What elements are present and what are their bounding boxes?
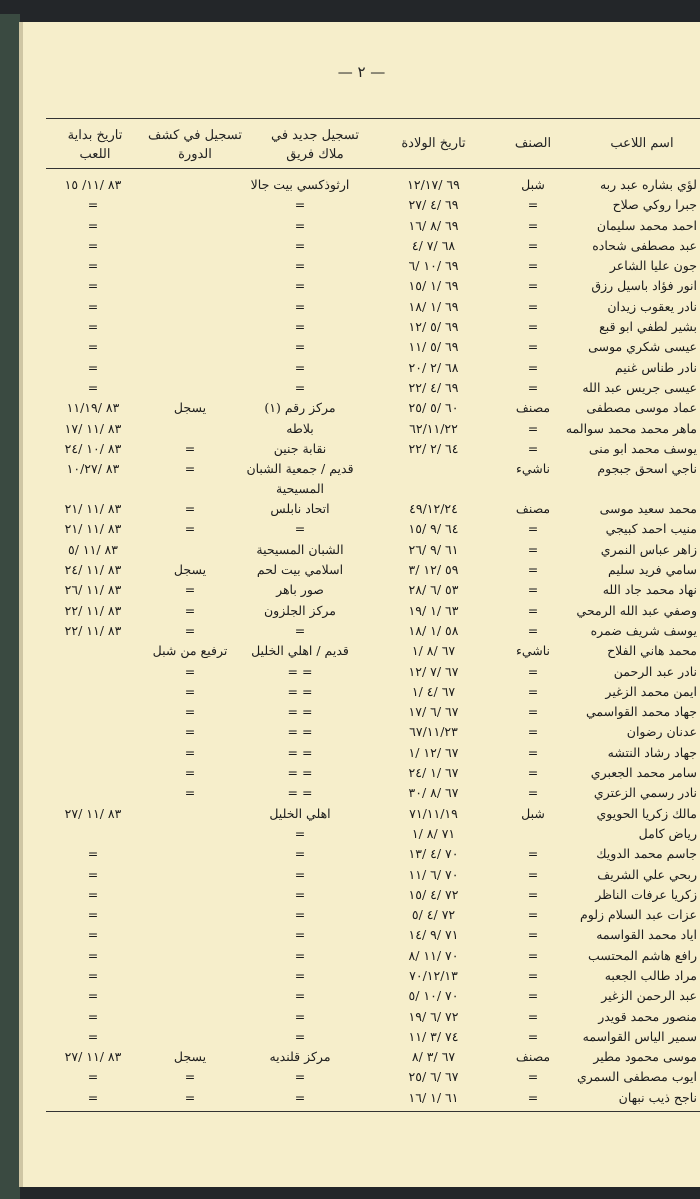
player-class: = bbox=[527, 359, 539, 375]
scout-registration: = bbox=[184, 1069, 196, 1085]
start-date: = bbox=[87, 1008, 99, 1024]
player-class: مصنف bbox=[515, 501, 551, 517]
player-name: احمد محمد سليمان bbox=[596, 217, 697, 233]
table-row bbox=[46, 317, 700, 337]
birth-date: ٦١ /٩ /٢٦ bbox=[408, 541, 459, 557]
new-registration: = bbox=[294, 927, 306, 943]
player-name: وصفي عبد الله الرمحي bbox=[576, 602, 697, 618]
new-registration: ارثوذكسي بيت جالا bbox=[250, 177, 350, 192]
table-row bbox=[46, 358, 700, 378]
start-date: = bbox=[87, 846, 99, 862]
table-row bbox=[46, 885, 700, 905]
table-row bbox=[46, 865, 700, 885]
birth-date: ٥٨ /١ /١٨ bbox=[408, 622, 459, 638]
table-row bbox=[46, 459, 700, 499]
birth-date: ٥٩ /١٢ /٣ bbox=[408, 562, 459, 578]
player-name: جاسم محمد الدويك bbox=[596, 846, 697, 862]
start-date: = bbox=[87, 947, 99, 963]
birth-date: ٦٤ /٢ /٢٢ bbox=[408, 440, 459, 456]
player-class: = bbox=[527, 846, 539, 862]
player-name: عيسى جريس عبد الله bbox=[582, 379, 697, 395]
start-date: = bbox=[87, 237, 99, 253]
start-date: = bbox=[87, 1069, 99, 1085]
player-class: = bbox=[527, 886, 539, 902]
table-row bbox=[46, 844, 700, 864]
player-name: مالك زكريا الحويوي bbox=[596, 805, 697, 821]
player-class: = bbox=[527, 379, 539, 395]
start-date: ٨٣ /١١ /٢٢ bbox=[64, 602, 122, 618]
new-registration: صور باهر bbox=[276, 582, 324, 598]
new-registration: = bbox=[294, 907, 306, 923]
new-registration: = bbox=[294, 339, 306, 355]
start-date: = bbox=[87, 1089, 99, 1105]
start-date: = bbox=[87, 988, 99, 1004]
birth-date: ٧٠ /٦ /١١ bbox=[408, 866, 459, 882]
table-row bbox=[46, 398, 700, 418]
new-registration: = bbox=[294, 886, 306, 902]
player-name: ربحي علي الشريف bbox=[597, 866, 697, 882]
birth-date: ٦٧ /٦ /١٧ bbox=[408, 704, 459, 720]
birth-date: ٧٠ /١١ /٨ bbox=[408, 947, 459, 963]
birth-date: ٦٩ /٥ /١٢ bbox=[408, 319, 459, 335]
player-class: = bbox=[527, 947, 539, 963]
start-date: = bbox=[87, 886, 99, 902]
start-date: ٨٣ /١٠/٢٧ bbox=[66, 461, 120, 477]
new-registration: مركز رقم (١) bbox=[264, 400, 336, 416]
player-class: = bbox=[527, 298, 539, 314]
start-date: = bbox=[87, 379, 99, 395]
player-class: = bbox=[527, 1069, 539, 1085]
table-row bbox=[46, 540, 700, 560]
table-row bbox=[46, 580, 700, 600]
table-row bbox=[46, 783, 700, 803]
new-registration: = bbox=[294, 1069, 306, 1085]
player-class: = bbox=[527, 217, 539, 233]
birth-date: ٧١ /٩ /١٤ bbox=[408, 927, 459, 943]
scout-registration: = bbox=[184, 765, 196, 781]
table-row bbox=[46, 439, 700, 459]
birth-date: ٦١ /١ /١٦ bbox=[408, 1089, 459, 1105]
birth-date: ٦٧ /٣ /٨ bbox=[411, 1049, 456, 1065]
start-date: ٨٣ /١١ /٢١ bbox=[64, 521, 122, 537]
start-date: = bbox=[87, 866, 99, 882]
birth-date: ٥٣ /٦ /٢٨ bbox=[408, 582, 459, 598]
book-spine bbox=[0, 14, 20, 1199]
table-row bbox=[46, 1088, 700, 1108]
scout-registration: يسجل bbox=[173, 400, 207, 416]
new-registration: = bbox=[294, 319, 306, 335]
document-page bbox=[23, 22, 700, 1187]
new-registration: = bbox=[294, 988, 306, 1004]
player-name: ايوب مصطفى السمري bbox=[577, 1069, 697, 1085]
birth-date: ٦٠ /٥ /٢٥ bbox=[408, 400, 459, 416]
birth-date: ٦٧ /٦ /٢٥ bbox=[408, 1069, 459, 1085]
player-class: = bbox=[527, 907, 539, 923]
header-class: الصنف bbox=[514, 136, 552, 151]
birth-date: ٦٢/١١/٢٢ bbox=[409, 420, 458, 436]
player-class: = bbox=[527, 927, 539, 943]
birth-date: ٦٩ /٤ /٢٧ bbox=[408, 197, 459, 213]
table-row bbox=[46, 519, 700, 539]
start-date: = bbox=[87, 258, 99, 274]
new-registration: = = bbox=[287, 765, 313, 781]
new-registration: = = bbox=[287, 704, 313, 720]
player-class: = bbox=[527, 967, 539, 983]
player-class: = bbox=[527, 744, 539, 760]
birth-date: ٧٠/١٢/١٣ bbox=[409, 967, 458, 983]
player-name: ناجي اسحق جبجوم bbox=[597, 461, 697, 477]
player-name: عزات عبد السلام زلوم bbox=[580, 907, 697, 923]
table-row bbox=[46, 1067, 700, 1087]
birth-date: ٦٧ /٤ /١ bbox=[411, 683, 456, 699]
player-name: مراد طالب الجعبه bbox=[604, 967, 697, 983]
table-row bbox=[46, 560, 700, 580]
new-registration: = bbox=[294, 521, 306, 537]
page-number: — ٢ — bbox=[337, 63, 386, 81]
scout-registration: = bbox=[184, 622, 196, 638]
scout-registration: = bbox=[184, 501, 196, 517]
new-registration: = bbox=[294, 237, 306, 253]
table-row bbox=[46, 216, 700, 236]
table-row bbox=[46, 662, 700, 682]
table-row bbox=[46, 297, 700, 317]
table-row bbox=[46, 195, 700, 215]
player-class: = bbox=[527, 562, 539, 578]
player-name: نهاد محمد جاد الله bbox=[602, 582, 697, 598]
birth-date: ٦٨ /٧ /٤ bbox=[411, 237, 456, 253]
birth-date: ٧١/١١/١٩ bbox=[409, 805, 458, 821]
player-class: = bbox=[527, 765, 539, 781]
new-registration: = = bbox=[287, 744, 313, 760]
player-class: = bbox=[527, 785, 539, 801]
new-registration: = = bbox=[287, 663, 313, 679]
new-registration: = bbox=[294, 1028, 306, 1044]
player-class: شبل bbox=[521, 805, 545, 821]
start-date: ٨٣ /١١/١٩ bbox=[66, 400, 120, 416]
scout-registration: = bbox=[184, 440, 196, 456]
new-registration: = bbox=[294, 379, 306, 395]
start-date: ٨٣ /١١ /٢٢ bbox=[64, 622, 122, 638]
birth-date: ٦٨ /٢ /٢٠ bbox=[408, 359, 459, 375]
birth-date: ٦٧ /٨ /٣٠ bbox=[408, 785, 459, 801]
player-class: ناشيء bbox=[515, 461, 551, 477]
scout-registration: = bbox=[184, 1089, 196, 1105]
player-name: سامر محمد الجعبري bbox=[590, 765, 697, 781]
birth-date: ٦٤ /٩ /١٥ bbox=[408, 521, 459, 537]
player-name: انور فؤاد باسيل رزق bbox=[591, 278, 697, 294]
player-name: منيب احمد كبيجي bbox=[605, 521, 697, 537]
header-top-rule bbox=[46, 118, 700, 119]
new-registration: الشبان المسيحية bbox=[256, 541, 344, 557]
table-row bbox=[46, 702, 700, 722]
new-registration: اتحاد نابلس bbox=[270, 501, 330, 517]
start-date: ٨٣ /١١ /٢٧ bbox=[64, 805, 122, 821]
scout-registration: = bbox=[184, 521, 196, 537]
table-row bbox=[46, 175, 700, 195]
start-date: ٨٣ /١١ /٢٧ bbox=[64, 1049, 122, 1065]
start-date: ٨٣ /١١ /١٧ bbox=[64, 420, 122, 436]
table-row bbox=[46, 682, 700, 702]
start-date: = bbox=[87, 927, 99, 943]
table-row bbox=[46, 337, 700, 357]
player-name: لؤي بشاره عبد ربه bbox=[599, 177, 697, 192]
player-name: ماهر محمد محمد سوالمه bbox=[565, 420, 697, 436]
birth-date: ٦٩ /١٢/١٧ bbox=[407, 177, 460, 192]
new-registration: = bbox=[294, 197, 306, 213]
player-name: ناجح ذيب نبهان bbox=[618, 1089, 697, 1105]
new-registration: = bbox=[294, 1008, 306, 1024]
start-date: ٨٣ /١١ /٢٤ bbox=[64, 562, 122, 578]
new-registration: = bbox=[294, 866, 306, 882]
birth-date: ٦٩ /٥ /١١ bbox=[408, 339, 459, 355]
new-registration: = bbox=[294, 1089, 306, 1105]
player-class: = bbox=[527, 440, 539, 456]
birth-date: ٦٩ /٨ /١٦ bbox=[408, 217, 459, 233]
table-row bbox=[46, 925, 700, 945]
table-header bbox=[46, 126, 700, 166]
player-class: = bbox=[527, 278, 539, 294]
new-registration: = bbox=[294, 947, 306, 963]
player-name: رياض كامل bbox=[638, 825, 697, 841]
table-row bbox=[46, 499, 700, 519]
players-table bbox=[46, 175, 700, 1108]
start-date: ٨٣ /١٠ /٢٤ bbox=[64, 440, 122, 456]
scout-registration: = bbox=[184, 724, 196, 740]
table-row bbox=[46, 601, 700, 621]
player-class: = bbox=[527, 521, 539, 537]
birth-date: ٧٠ /٤ /١٣ bbox=[408, 846, 459, 862]
birth-date: ٦٩ /١ /١٥ bbox=[408, 278, 459, 294]
scout-registration: = bbox=[184, 785, 196, 801]
birth-date: ٦٧/١١/٢٣ bbox=[409, 724, 458, 740]
new-registration: اسلامي بيت لحم bbox=[256, 562, 344, 578]
new-registration: = bbox=[294, 825, 306, 841]
player-class: = bbox=[527, 704, 539, 720]
player-class: = bbox=[527, 319, 539, 335]
table-row bbox=[46, 1027, 700, 1047]
player-class: = bbox=[527, 663, 539, 679]
player-name: يوسف محمد ابو منى bbox=[588, 440, 697, 456]
table-row bbox=[46, 276, 700, 296]
table-row bbox=[46, 256, 700, 276]
scout-registration: = bbox=[184, 744, 196, 760]
birth-date: ٦٣ /١ /١٩ bbox=[408, 602, 459, 618]
scout-registration: ترفيع من شبل bbox=[152, 643, 228, 659]
new-registration: = bbox=[294, 217, 306, 233]
player-name: يوسف شريف ضمره bbox=[590, 622, 697, 638]
new-registration: مركز قلنديه bbox=[269, 1049, 331, 1065]
player-name: نادر يعقوب زيدان bbox=[607, 298, 697, 314]
scout-registration: = bbox=[184, 602, 196, 618]
new-registration: = bbox=[294, 846, 306, 862]
table-row bbox=[46, 621, 700, 641]
player-class: = bbox=[527, 1028, 539, 1044]
birth-date: ٧١ /٨ /١ bbox=[411, 825, 456, 841]
player-name: جبرا روكي صلاح bbox=[612, 197, 697, 213]
table-row bbox=[46, 905, 700, 925]
player-name: عماد موسى مصطفى bbox=[586, 400, 697, 416]
player-name: منصور محمد قويدر bbox=[598, 1008, 697, 1024]
new-registration: = = bbox=[287, 683, 313, 699]
table-row bbox=[46, 946, 700, 966]
start-date: = bbox=[87, 1028, 99, 1044]
player-class: = bbox=[527, 602, 539, 618]
birth-date: ٧٢ /٤ /٥ bbox=[411, 907, 456, 923]
player-name: عبد مصطفى شحاده bbox=[592, 237, 697, 253]
table-row bbox=[46, 378, 700, 398]
scout-registration: يسجل bbox=[173, 562, 207, 578]
birth-date: ٦٧ /٨ /١ bbox=[411, 643, 456, 659]
birth-date: ٦٧ /١ /٢٤ bbox=[408, 765, 459, 781]
table-row bbox=[46, 824, 700, 844]
player-name: زاهر عباس النمري bbox=[600, 541, 697, 557]
header-bottom-rule bbox=[46, 168, 700, 169]
new-registration: اهلي الخليل bbox=[269, 805, 331, 821]
player-class: ناشيء bbox=[515, 643, 551, 659]
player-name: بشير لطفي ابو قبع bbox=[599, 319, 697, 335]
table-row bbox=[46, 743, 700, 763]
table-row bbox=[46, 986, 700, 1006]
new-registration: بلاطه bbox=[286, 420, 314, 436]
start-date: ٨٣ /١١ /٥ bbox=[68, 541, 118, 557]
player-class: = bbox=[527, 237, 539, 253]
birth-date: ٧٠ /١٠ /٥ bbox=[408, 988, 459, 1004]
player-name: جهاد محمد القواسمي bbox=[585, 704, 697, 720]
new-registration: قديم / اهلي الخليل bbox=[251, 643, 349, 659]
header-new-registration: تسجيل جديد في ملاك فريق bbox=[271, 128, 359, 162]
header-scout-registration: تسجيل في كشف الدورة bbox=[148, 128, 242, 162]
scout-registration: يسجل bbox=[173, 1049, 207, 1065]
player-name: سمير الياس القواسمه bbox=[582, 1028, 697, 1044]
player-name: محمد هاني الفلاح bbox=[607, 643, 697, 659]
birth-date: ٧٢ /٤ /١٥ bbox=[408, 886, 459, 902]
start-date: ٨٣ /١١/ ١٥ bbox=[64, 177, 122, 192]
player-class: = bbox=[527, 1008, 539, 1024]
player-name: اياد محمد القواسمه bbox=[596, 927, 697, 943]
new-registration: = bbox=[294, 622, 306, 638]
new-registration: = bbox=[294, 359, 306, 375]
start-date: ٨٣ /١١ /٢١ bbox=[64, 501, 122, 517]
player-class: = bbox=[527, 724, 539, 740]
header-start-date: تاريخ بداية اللعب bbox=[67, 128, 123, 162]
player-name: رافع هاشم المحتسب bbox=[587, 947, 697, 963]
new-registration: = bbox=[294, 278, 306, 294]
player-name: نادر طناس غنيم bbox=[614, 359, 697, 375]
start-date: = bbox=[87, 217, 99, 233]
header-birth: تاريخ الولادة bbox=[401, 136, 466, 151]
new-registration: قديم / جمعية الشبان المسيحية bbox=[246, 461, 354, 497]
table-row bbox=[46, 419, 700, 439]
player-class: = bbox=[527, 988, 539, 1004]
player-class: = bbox=[527, 683, 539, 699]
player-name: محمد سعيد موسى bbox=[599, 501, 697, 517]
scout-registration: = bbox=[184, 461, 196, 477]
player-class: مصنف bbox=[515, 400, 551, 416]
table-row bbox=[46, 1007, 700, 1027]
table-row bbox=[46, 966, 700, 986]
new-registration: مركز الجلزون bbox=[263, 602, 336, 618]
table-row bbox=[46, 641, 700, 661]
player-class: = bbox=[527, 622, 539, 638]
player-name: زكريا عرفات الناظر bbox=[595, 886, 697, 902]
start-date: = bbox=[87, 359, 99, 375]
player-name: عيسى شكري موسى bbox=[588, 339, 697, 355]
start-date: = bbox=[87, 907, 99, 923]
player-name: موسى محمود مطير bbox=[593, 1049, 697, 1065]
table-bottom-rule bbox=[46, 1111, 700, 1112]
table-row bbox=[46, 722, 700, 742]
player-class: مصنف bbox=[515, 1049, 551, 1065]
table-row bbox=[46, 804, 700, 824]
start-date: = bbox=[87, 319, 99, 335]
birth-date: ٦٩ /٤ /٢٢ bbox=[408, 379, 459, 395]
player-class: = bbox=[527, 866, 539, 882]
player-class: = bbox=[527, 541, 539, 557]
table-row bbox=[46, 1047, 700, 1067]
player-name: جهاد رشاد النتشه bbox=[607, 744, 697, 760]
player-name: جون عليا الشاعر bbox=[609, 258, 697, 274]
table-row bbox=[46, 763, 700, 783]
start-date: = bbox=[87, 967, 99, 983]
scout-registration: = bbox=[184, 683, 196, 699]
player-class: = bbox=[527, 420, 539, 436]
birth-date: ٤٩/١٢/٢٤ bbox=[409, 501, 458, 517]
player-class: = bbox=[527, 339, 539, 355]
player-class: = bbox=[527, 1089, 539, 1105]
new-registration: = bbox=[294, 967, 306, 983]
birth-date: ٦٩ /١٠ /٦ bbox=[408, 258, 459, 274]
birth-date: ٧٢ /٦ /١٩ bbox=[408, 1008, 459, 1024]
player-class: = bbox=[527, 258, 539, 274]
scout-registration: = bbox=[184, 704, 196, 720]
start-date: = bbox=[87, 339, 99, 355]
player-name: نادر عبد الرحمن bbox=[613, 663, 697, 679]
scout-registration: = bbox=[184, 582, 196, 598]
start-date: = bbox=[87, 197, 99, 213]
start-date: = bbox=[87, 298, 99, 314]
player-name: ايمن محمد الزغير bbox=[605, 683, 697, 699]
scout-registration: = bbox=[184, 663, 196, 679]
new-registration: = = bbox=[287, 785, 313, 801]
birth-date: ٦٧ /١٢ /١ bbox=[408, 744, 459, 760]
player-name: نادر رسمي الزعتري bbox=[593, 785, 697, 801]
player-class: شبل bbox=[521, 177, 545, 192]
new-registration: = bbox=[294, 298, 306, 314]
table-row bbox=[46, 236, 700, 256]
new-registration: = bbox=[294, 258, 306, 274]
new-registration: = = bbox=[287, 724, 313, 740]
start-date: = bbox=[87, 278, 99, 294]
player-class: = bbox=[527, 197, 539, 213]
player-class: = bbox=[527, 582, 539, 598]
start-date: ٨٣ /١١ /٢٦ bbox=[64, 582, 122, 598]
birth-date: ٧٤ /٣ /١١ bbox=[408, 1028, 459, 1044]
header-name: اسم اللاعب bbox=[610, 136, 674, 151]
player-name: عبد الرحمن الزغير bbox=[601, 988, 697, 1004]
birth-date: ٦٩ /١ /١٨ bbox=[408, 298, 459, 314]
player-name: سامي فريد سليم bbox=[608, 562, 697, 578]
birth-date: ٦٧ /٧ /١٢ bbox=[408, 663, 459, 679]
player-name: عدنان رضوان bbox=[626, 724, 697, 740]
new-registration: نقابة جنين bbox=[273, 440, 327, 456]
